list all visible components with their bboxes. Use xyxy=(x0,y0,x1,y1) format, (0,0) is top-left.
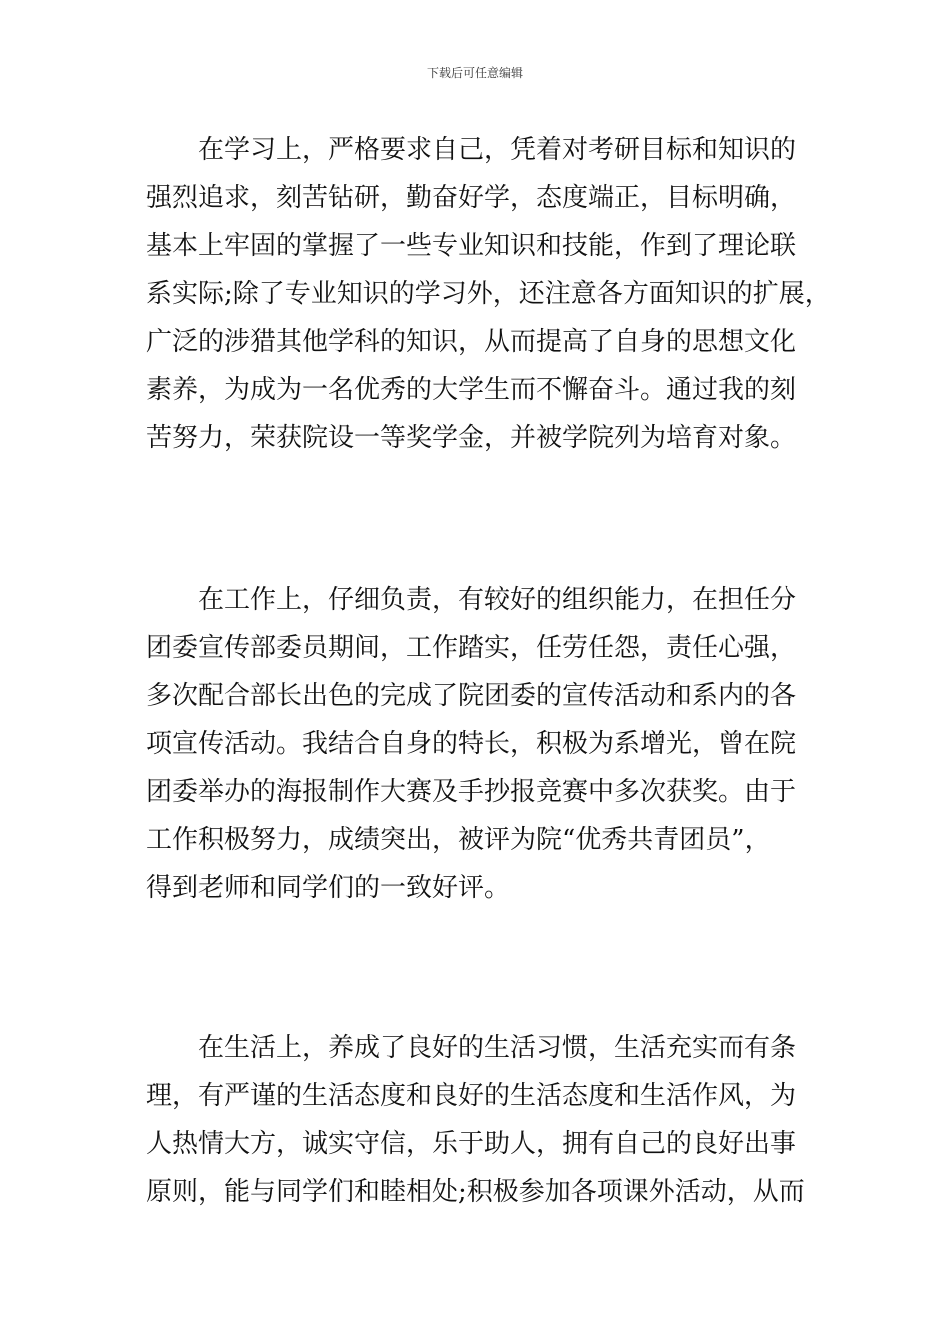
paragraph-line: 团委举办的海报制作大赛及手抄报竞赛中多次获奖。由于 xyxy=(146,777,797,807)
paragraph-line: 在工作上，仔细负责，有较好的组织能力，在担任分 xyxy=(198,585,797,615)
paragraph-life xyxy=(146,1024,826,1216)
paragraph-line: 素养，为成为一名优秀的大学生而不懈奋斗。通过我的刻 xyxy=(146,375,797,405)
paragraph-line: 理，有严谨的生活态度和良好的生活态度和生活作风，为 xyxy=(146,1081,797,1111)
paragraph-line: 多次配合部长出色的完成了院团委的宣传活动和系内的各 xyxy=(146,681,797,711)
paragraph-work xyxy=(146,576,826,912)
paragraph-line: 系实际;除了专业知识的学习外，还注意各方面知识的扩展， xyxy=(146,279,831,309)
paragraph-line: 在学习上，严格要求自己，凭着对考研目标和知识的 xyxy=(198,135,797,165)
paragraph-line: 基本上牢固的掌握了一些专业知识和技能，作到了理论联 xyxy=(146,231,797,261)
paragraph-line: 广泛的涉猎其他学科的知识，从而提高了自身的思想文化 xyxy=(146,327,797,357)
paragraph-line: 团委宣传部委员期间，工作踏实，任劳任怨，责任心强， xyxy=(146,633,797,663)
page-header: 下载后可任意编辑 xyxy=(426,66,523,80)
paragraph-line: 苦努力，荣获院设一等奖学金，并被学院列为培育对象。 xyxy=(146,423,797,453)
paragraph-line: 得到老师和同学们的一致好评。 xyxy=(146,873,511,903)
paragraph-line: 强烈追求，刻苦钻研，勤奋好学，态度端正，目标明确， xyxy=(146,183,797,213)
paragraph-line: 在生活上，养成了良好的生活习惯，生活充实而有条 xyxy=(198,1033,797,1063)
paragraph-line: 项宣传活动。我结合自身的特长，积极为系增光，曾在院 xyxy=(146,729,797,759)
paragraph-line: 原则，能与同学们和睦相处;积极参加各项课外活动，从而 xyxy=(146,1177,805,1207)
paragraph-line: 工作积极努力，成绩突出，被评为院“优秀共青团员”， xyxy=(146,825,771,855)
paragraph-study xyxy=(146,126,831,462)
paragraph-line: 人热情大方，诚实守信，乐于助人，拥有自己的良好出事 xyxy=(146,1129,797,1159)
